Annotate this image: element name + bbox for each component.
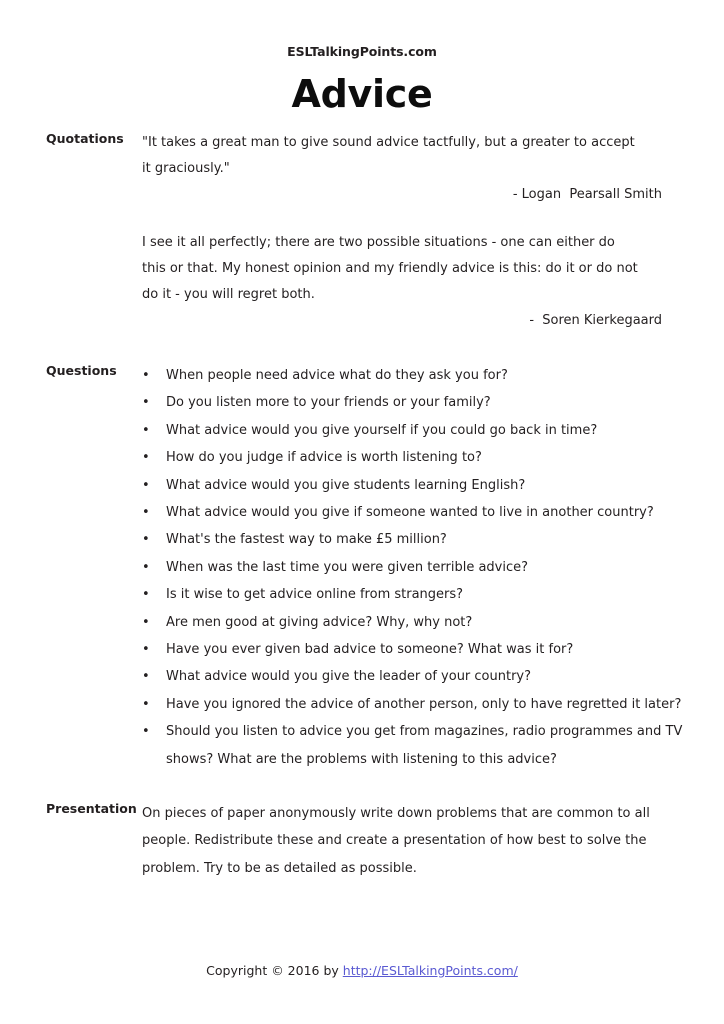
list-item [142, 389, 696, 416]
quotation-item [142, 230, 678, 334]
question-text: Do you listen more to your friends or your family? [166, 395, 491, 411]
bullet-icon: • [142, 532, 150, 548]
bullet-icon: • [142, 559, 150, 575]
footer [0, 963, 724, 978]
bullet-icon: • [142, 724, 150, 740]
bullet-icon: • [142, 477, 150, 493]
question-text: What advice would you give if someone wanted to live in another country? [166, 505, 654, 521]
quotation-text: I see it all perfectly; there are two possible situations - one can either do this or that. My honest opinion and my friendly advice is this: do it or do not do it - you will regret both. [142, 235, 638, 302]
questions-label: Questions [46, 363, 117, 378]
list-item [142, 691, 696, 718]
list-item [142, 663, 696, 690]
bullet-icon: • [142, 368, 150, 383]
presentation-label: Presentation [46, 801, 137, 816]
bullet-icon: • [142, 614, 150, 630]
question-text: When was the last time you were given terrible advice? [166, 559, 529, 575]
presentation-body [142, 800, 652, 882]
quotations-label: Quotations [46, 131, 124, 146]
question-text: What advice would you give students learning English? [166, 477, 526, 493]
question-text: Have you ever given bad advice to someone? What was it for? [166, 642, 574, 658]
question-text: Have you ignored the advice of another person, only to have regretted it later? [166, 696, 682, 712]
site-name: ESLTalkingPoints.com [287, 44, 437, 59]
quotation-spacer [142, 208, 678, 230]
quotation-item [142, 130, 678, 208]
bullet-icon: • [142, 422, 150, 438]
website-link[interactable]: http://ESLTalkingPoints.com/ [342, 963, 518, 978]
list-item [142, 581, 696, 608]
quotations-section [46, 130, 678, 334]
list-item [142, 362, 696, 389]
quotation-attribution: - Soren Kierkegaard [529, 313, 662, 328]
list-item [142, 554, 696, 581]
list-item [142, 472, 696, 499]
list-item [142, 718, 696, 773]
quotation-text: "It takes a great man to give sound advice tactfully, but a greater to accept it graciously." [142, 135, 635, 176]
list-item [142, 636, 696, 663]
list-item [142, 417, 696, 444]
questions-list [142, 362, 683, 773]
question-text: What advice would you give yourself if you could go back in time? [166, 422, 598, 438]
copyright-text: Copyright © 2016 by [206, 963, 343, 978]
bullet-icon: • [142, 450, 150, 466]
bullet-icon: • [142, 587, 150, 603]
questions-body [142, 362, 683, 773]
page-title: Advice [291, 72, 433, 116]
bullet-icon: • [142, 669, 150, 685]
question-text: Are men good at giving advice? Why, why not? [166, 614, 473, 630]
question-text: What's the fastest way to make £5 million? [166, 532, 447, 548]
questions-section [46, 362, 683, 773]
list-item [142, 609, 696, 636]
list-item [142, 526, 696, 553]
list-item [142, 499, 696, 526]
quotations-body [142, 130, 678, 334]
bullet-icon: • [142, 505, 150, 521]
presentation-text: On pieces of paper anonymously write down problems that are common to all people. Redistribute these and create a presentation of how best to solve the problem. Try to be as detailed as possible. [142, 806, 650, 876]
bullet-icon: • [142, 696, 150, 712]
presentation-section [46, 800, 678, 882]
question-text: Should you listen to advice you get from magazines, radio programmes and TV shows? What are the problems with listening to this advice? [166, 724, 683, 767]
list-item [142, 444, 696, 471]
question-text: Is it wise to get advice online from strangers? [166, 587, 464, 603]
question-text: How do you judge if advice is worth listening to? [166, 450, 482, 466]
question-text: What advice would you give the leader of your country? [166, 669, 532, 685]
question-text: When people need advice what do they ask you for? [166, 368, 508, 383]
bullet-icon: • [142, 642, 150, 658]
bullet-icon: • [142, 395, 150, 411]
quotation-attribution: - Logan Pearsall Smith [512, 187, 662, 202]
